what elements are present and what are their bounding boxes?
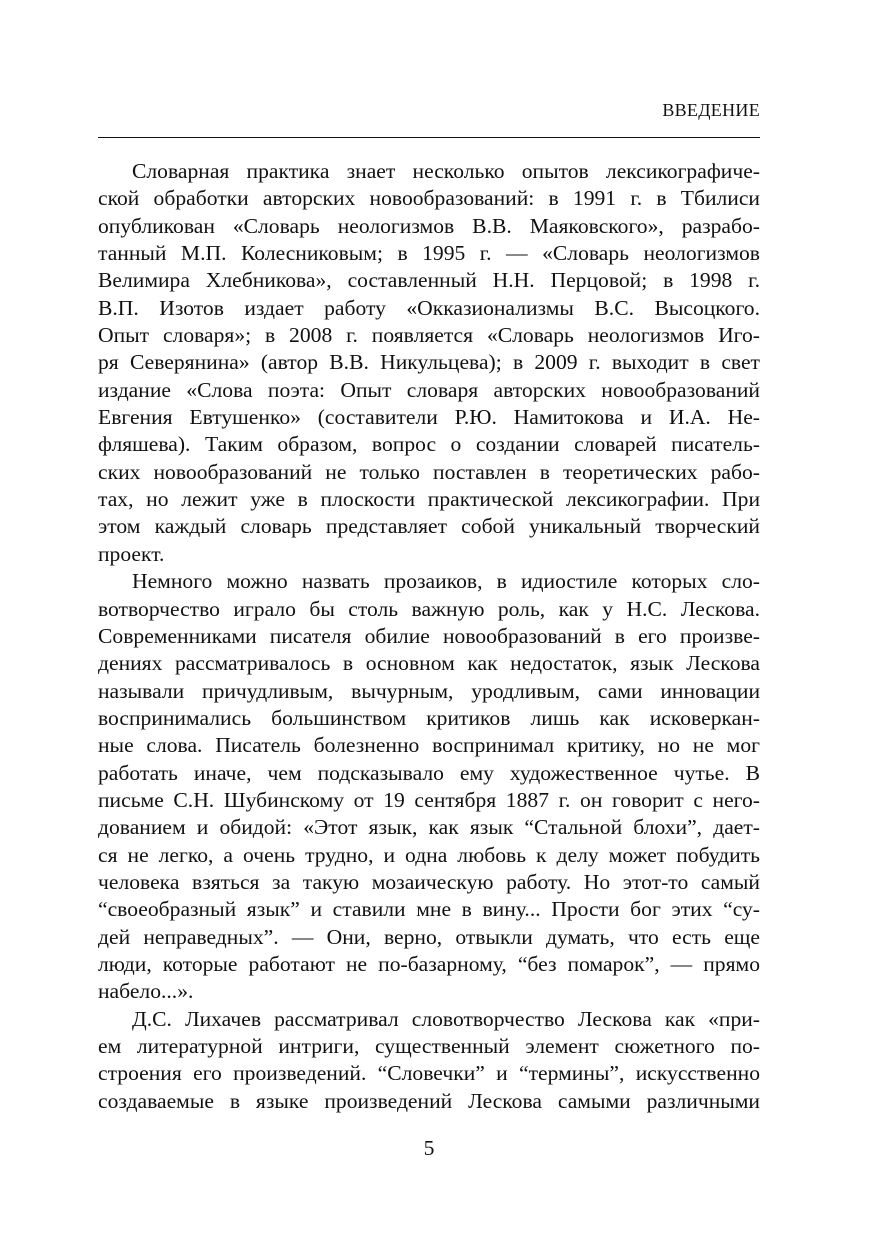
text-line: проект.: [98, 541, 165, 566]
text-line: издание «Слова поэта: Опыт словаря авторских новообразований: [98, 377, 760, 402]
text-line: набело...».: [98, 979, 194, 1004]
text-line: ских новообразований не только поставлен в теоретических рабо-: [98, 459, 760, 484]
text-line: воспринимались большинством критиков лишь как исковеркан-: [98, 705, 760, 730]
text-line: опубликован «Словарь неологизмов В.В. Маяковского», разрабо-: [98, 213, 760, 238]
text-line: строения его произведений. “Словечки” и “термины”, искусственно: [98, 1061, 760, 1086]
text-line: ные слова. Писатель болезненно воспринимал критику, но не мог: [98, 733, 760, 758]
text-line: танный М.П. Колесниковым; в 1995 г. — «Словарь неологизмов: [98, 241, 760, 266]
paragraph: [98, 568, 760, 1006]
text-line: вотворчество играло бы столь важную роль, как у Н.С. Лескова.: [98, 596, 760, 621]
text-line: письме С.Н. Шубинскому от 19 сентября 1887 г. он говорит с него-: [98, 787, 760, 812]
text-line: люди, которые работают не по-базарному, “без помарок”, — прямо: [98, 951, 760, 976]
text-line: ся не легко, а очень трудно, и одна любовь к делу может побудить: [98, 842, 760, 867]
text-line: дованием и обидой: «Этот язык, как язык “Стальной блохи”, дает-: [98, 815, 760, 840]
text-line: создаваемые в языке произведений Лескова самыми различными: [98, 1088, 760, 1113]
text-line: ем литературной интриги, существенный элемент сюжетного по-: [98, 1034, 760, 1058]
text-line: Д.С. Лихачев рассматривал словотворчество Лескова как «при-: [132, 1006, 760, 1031]
header-rule: [98, 137, 760, 138]
paragraph: [98, 1006, 760, 1115]
text-line: дениях рассматривалось в основном как недостаток, язык Лескова: [98, 651, 760, 676]
text-line: “своеобразный язык” и ставили мне в вину... Прости бог этих “су-: [98, 897, 760, 922]
text-line: Современниками писателя обилие новообразований в его произве-: [98, 623, 760, 648]
text-line: В.П. Изотов издает работу «Окказионализмы В.С. Высоцкого.: [98, 295, 760, 320]
text-line: Велимира Хлебникова», составленный Н.Н. Перцовой; в 1998 г.: [98, 268, 760, 293]
text-line: фляшева). Таким образом, вопрос о создании словарей писатель-: [98, 432, 760, 457]
body-text: [98, 158, 760, 1115]
text-line: дей неправедных”. — Они, верно, отвыкли думать, что есть еще: [98, 924, 760, 949]
text-line: Опыт словаря»; в 2008 г. появляется «Словарь неологизмов Иго-: [98, 323, 760, 348]
text-line: этом каждый словарь представляет собой уникальный творческий: [98, 514, 760, 539]
text-line: называли причудливым, вычурным, уродливым, сами инновации: [98, 678, 760, 703]
text-line: ской обработки авторских новообразований: в 1991 г. в Тбилиси: [98, 186, 760, 211]
text-line: Словарная практика знает несколько опытов лексикографиче-: [132, 159, 760, 183]
running-head: ВВЕДЕНИЕ: [662, 100, 760, 120]
text-line: тах, но лежит уже в плоскости практической лексикографии. При: [98, 487, 760, 512]
page-number: 5: [423, 1136, 435, 1160]
text-line: Евгения Евтушенко» (составители Р.Ю. Намитокова и И.А. Не-: [98, 405, 760, 430]
text-line: Немного можно назвать прозаиков, в идиостиле которых сло-: [132, 569, 760, 594]
text-line: работать иначе, чем подсказывало ему художественное чутье. В: [98, 760, 760, 785]
text-line: человека взяться за такую мозаическую работу. Но этот-то самый: [98, 869, 760, 894]
paragraph: [98, 158, 760, 568]
text-line: ря Северянина» (автор В.В. Никульцева); в 2009 г. выходит в свет: [98, 350, 760, 375]
